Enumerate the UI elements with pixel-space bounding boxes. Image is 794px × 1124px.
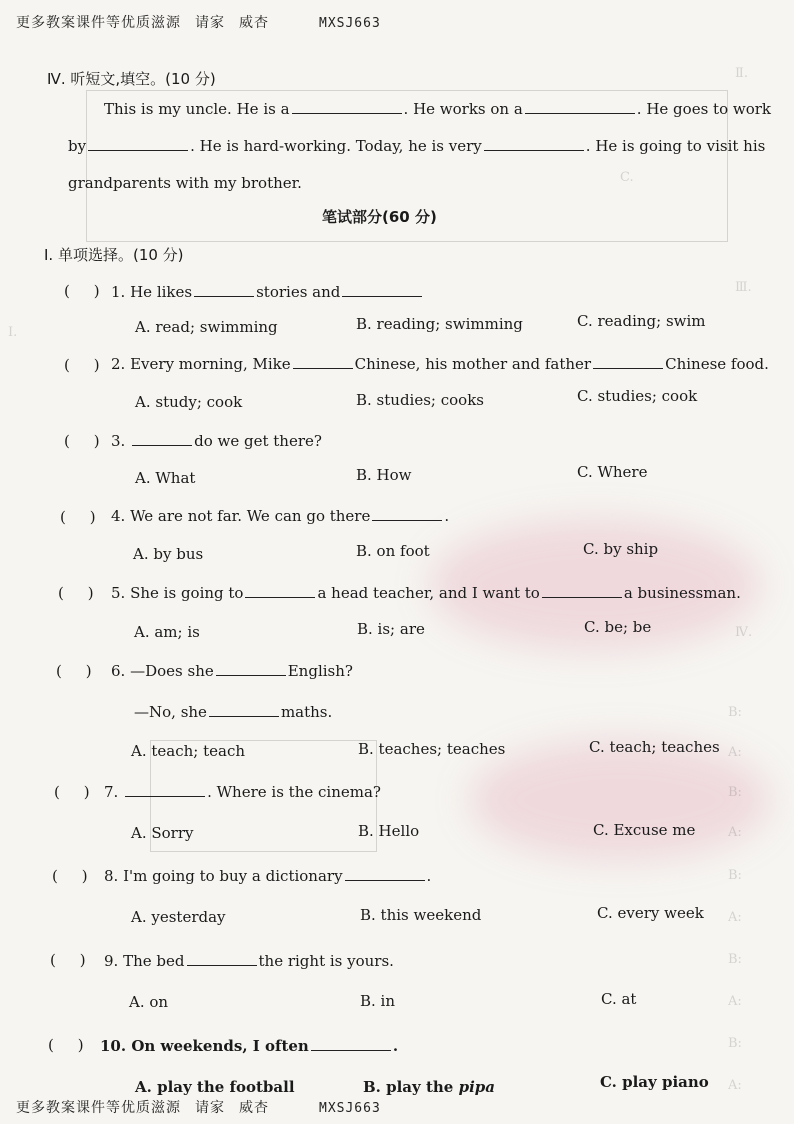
ghost-text: A: xyxy=(728,825,742,840)
ghost-text: B: xyxy=(728,1036,742,1051)
option-b[interactable] xyxy=(363,1078,495,1096)
ghost-text: C. xyxy=(620,170,634,185)
ghost-text: A: xyxy=(728,745,742,760)
question-number: 4. xyxy=(111,507,126,525)
question-8-stem xyxy=(104,866,431,885)
answer-bracket[interactable]: ( ) xyxy=(64,356,100,374)
option-c[interactable]: C. reading; swim xyxy=(577,312,706,330)
watermark-contact-label: 请家 xyxy=(195,15,225,31)
section4-line2-c: . He is going to visit his xyxy=(585,137,766,155)
question-1-stem xyxy=(111,282,424,301)
question-4-stem xyxy=(111,506,449,525)
question-number: 1. xyxy=(111,283,126,301)
question-text: Chinese food. xyxy=(665,355,769,373)
ghost-text: A: xyxy=(728,910,742,925)
question-10-stem xyxy=(100,1036,398,1055)
section4-heading: Ⅳ. 听短文,填空。(10 分) xyxy=(47,70,216,88)
section4-line2 xyxy=(68,136,765,155)
question-number: 3. xyxy=(111,432,126,450)
option-a[interactable]: A. Sorry xyxy=(131,824,194,842)
fill-blank[interactable] xyxy=(542,583,622,598)
answer-bracket[interactable]: ( ) xyxy=(50,951,86,969)
answer-bracket[interactable]: ( ) xyxy=(52,867,88,885)
option-c[interactable]: C. be; be xyxy=(584,618,652,636)
question-text: a businessman. xyxy=(623,584,741,602)
question-5-stem xyxy=(111,583,741,602)
fill-blank[interactable] xyxy=(593,354,663,369)
question-text: do we get there? xyxy=(194,432,322,450)
fill-blank[interactable] xyxy=(216,661,286,676)
question-2-stem xyxy=(111,354,769,373)
option-a[interactable]: A. yesterday xyxy=(131,908,226,926)
question-number: 7. xyxy=(104,783,119,801)
ghost-text: Ⅳ. xyxy=(735,625,753,640)
fill-blank[interactable] xyxy=(245,583,315,598)
question-text: English? xyxy=(287,662,353,680)
section4-line3: grandparents with my brother. xyxy=(68,174,302,192)
option-c[interactable]: C. by ship xyxy=(583,540,659,558)
fill-blank[interactable] xyxy=(311,1036,391,1051)
fill-blank[interactable] xyxy=(88,136,188,151)
question-number: 9. xyxy=(104,952,119,970)
question-number: 2. xyxy=(111,355,126,373)
option-c[interactable]: C. play piano xyxy=(600,1073,709,1091)
ghost-text: B: xyxy=(728,868,742,883)
section4-line1-c: . He goes to work xyxy=(636,100,771,118)
ghost-text: B: xyxy=(728,952,742,967)
answer-bracket[interactable]: ( ) xyxy=(56,662,92,680)
option-a[interactable]: A. What xyxy=(135,469,196,487)
option-c[interactable]: C. every week xyxy=(597,904,704,922)
fill-blank[interactable] xyxy=(125,782,205,797)
fill-blank[interactable] xyxy=(525,99,635,114)
fill-blank[interactable] xyxy=(293,354,353,369)
watermark-contact-name: 威杏 xyxy=(239,1100,269,1116)
option-b[interactable]: B. on foot xyxy=(356,542,430,560)
question-text: —Does she xyxy=(130,662,214,680)
option-b[interactable]: B. teaches; teaches xyxy=(358,740,506,758)
question-text: . xyxy=(444,507,450,525)
question-number: 8. xyxy=(104,867,119,885)
option-b[interactable]: B. studies; cooks xyxy=(356,391,484,409)
question-text: She is going to xyxy=(130,584,244,602)
question-text: On weekends, I often xyxy=(131,1037,309,1055)
option-a[interactable]: A. study; cook xyxy=(135,393,243,411)
section4-line1-a: This is my uncle. He is a xyxy=(104,100,290,118)
section4-line1-b: . He works on a xyxy=(403,100,523,118)
option-a[interactable]: A. read; swimming xyxy=(135,318,278,336)
ghost-text: B: xyxy=(728,705,742,720)
question-number: 10. xyxy=(100,1037,127,1055)
option-a[interactable]: A. teach; teach xyxy=(131,742,246,760)
watermark-code: MXSJ663 xyxy=(319,16,381,31)
question-text: . xyxy=(426,867,432,885)
section1-heading: Ⅰ. 单项选择。(10 分) xyxy=(44,246,184,264)
fill-blank[interactable] xyxy=(132,431,192,446)
ghost-text: B: xyxy=(728,785,742,800)
fill-blank[interactable] xyxy=(342,282,422,297)
ghost-text: Ⅱ. xyxy=(735,66,748,81)
option-a[interactable]: A. play the football xyxy=(135,1078,295,1096)
question-text: the right is yours. xyxy=(258,952,394,970)
section4-line1 xyxy=(104,99,771,118)
question-text: We are not far. We can go there xyxy=(130,507,371,525)
answer-bracket[interactable]: ( ) xyxy=(64,282,100,300)
option-b-italic-word: pipa xyxy=(458,1078,495,1096)
option-b[interactable]: B. is; are xyxy=(357,620,425,638)
option-b[interactable]: B. Hello xyxy=(358,822,420,840)
option-b[interactable]: B. this weekend xyxy=(360,906,482,924)
question-text: I'm going to buy a dictionary xyxy=(123,867,343,885)
question-3-stem xyxy=(111,431,322,450)
ghost-text: A: xyxy=(728,994,742,1009)
question-text: The bed xyxy=(123,952,185,970)
question-text: He likes xyxy=(130,283,193,301)
fill-blank[interactable] xyxy=(194,282,254,297)
question-text: Chinese, his mother and father xyxy=(354,355,592,373)
option-c[interactable]: C. studies; cook xyxy=(577,387,698,405)
option-a[interactable]: A. on xyxy=(129,993,169,1011)
option-b[interactable]: B. in xyxy=(360,992,396,1010)
question-text: maths. xyxy=(280,703,333,721)
option-a[interactable]: A. am; is xyxy=(134,623,200,641)
question-number: 6. xyxy=(111,662,126,680)
option-c[interactable]: C. at xyxy=(601,990,637,1008)
answer-bracket[interactable]: ( ) xyxy=(58,584,94,602)
question-6-stem xyxy=(111,661,353,680)
option-b-text: B. play the xyxy=(363,1078,454,1096)
option-c[interactable]: C. teach; teaches xyxy=(589,738,720,756)
question-text: —No, she xyxy=(134,703,207,721)
question-7-stem xyxy=(104,782,381,801)
fill-blank[interactable] xyxy=(209,702,279,717)
answer-bracket[interactable]: ( ) xyxy=(64,432,100,450)
fill-blank[interactable] xyxy=(484,136,584,151)
question-text: . Where is the cinema? xyxy=(207,783,381,801)
fill-blank[interactable] xyxy=(292,99,402,114)
ghost-text: A: xyxy=(728,1078,742,1093)
question-text: a head teacher, and I want to xyxy=(317,584,540,602)
watermark-code: MXSJ663 xyxy=(319,1101,381,1116)
question-9-stem xyxy=(104,951,394,970)
question-6-line2 xyxy=(134,702,332,721)
fill-blank[interactable] xyxy=(372,506,442,521)
question-text: stories and xyxy=(256,283,341,301)
option-b[interactable]: B. reading; swimming xyxy=(356,315,523,333)
option-c[interactable]: C. Where xyxy=(577,463,648,481)
answer-bracket[interactable]: ( ) xyxy=(60,508,96,526)
stain-smear xyxy=(470,740,770,860)
answer-bracket[interactable]: ( ) xyxy=(48,1036,84,1054)
option-c[interactable]: C. Excuse me xyxy=(593,821,696,839)
watermark-contact-label: 请家 xyxy=(195,1100,225,1116)
question-number: 5. xyxy=(111,584,126,602)
fill-blank[interactable] xyxy=(345,866,425,881)
watermark-text: 更多教案课件等优质滋源 xyxy=(16,1100,181,1116)
watermark-text: 更多教案课件等优质滋源 xyxy=(16,15,181,31)
written-part-title: 笔试部分(60 分) xyxy=(322,208,437,226)
watermark-contact-name: 威杏 xyxy=(239,15,269,31)
option-a[interactable]: A. by bus xyxy=(133,545,204,563)
ghost-text: Ⅰ. xyxy=(8,325,18,340)
fill-blank[interactable] xyxy=(187,951,257,966)
question-text: Every morning, Mike xyxy=(130,355,291,373)
section4-line2-b: . He is hard-working. Today, he is very xyxy=(190,137,482,155)
header-watermark xyxy=(16,12,381,32)
section4-line2-a: by xyxy=(68,137,87,155)
option-b[interactable]: B. How xyxy=(356,466,412,484)
ghost-text: Ⅲ. xyxy=(735,280,752,295)
answer-bracket[interactable]: ( ) xyxy=(54,783,90,801)
question-text: . xyxy=(392,1037,399,1055)
footer-watermark xyxy=(16,1097,381,1117)
